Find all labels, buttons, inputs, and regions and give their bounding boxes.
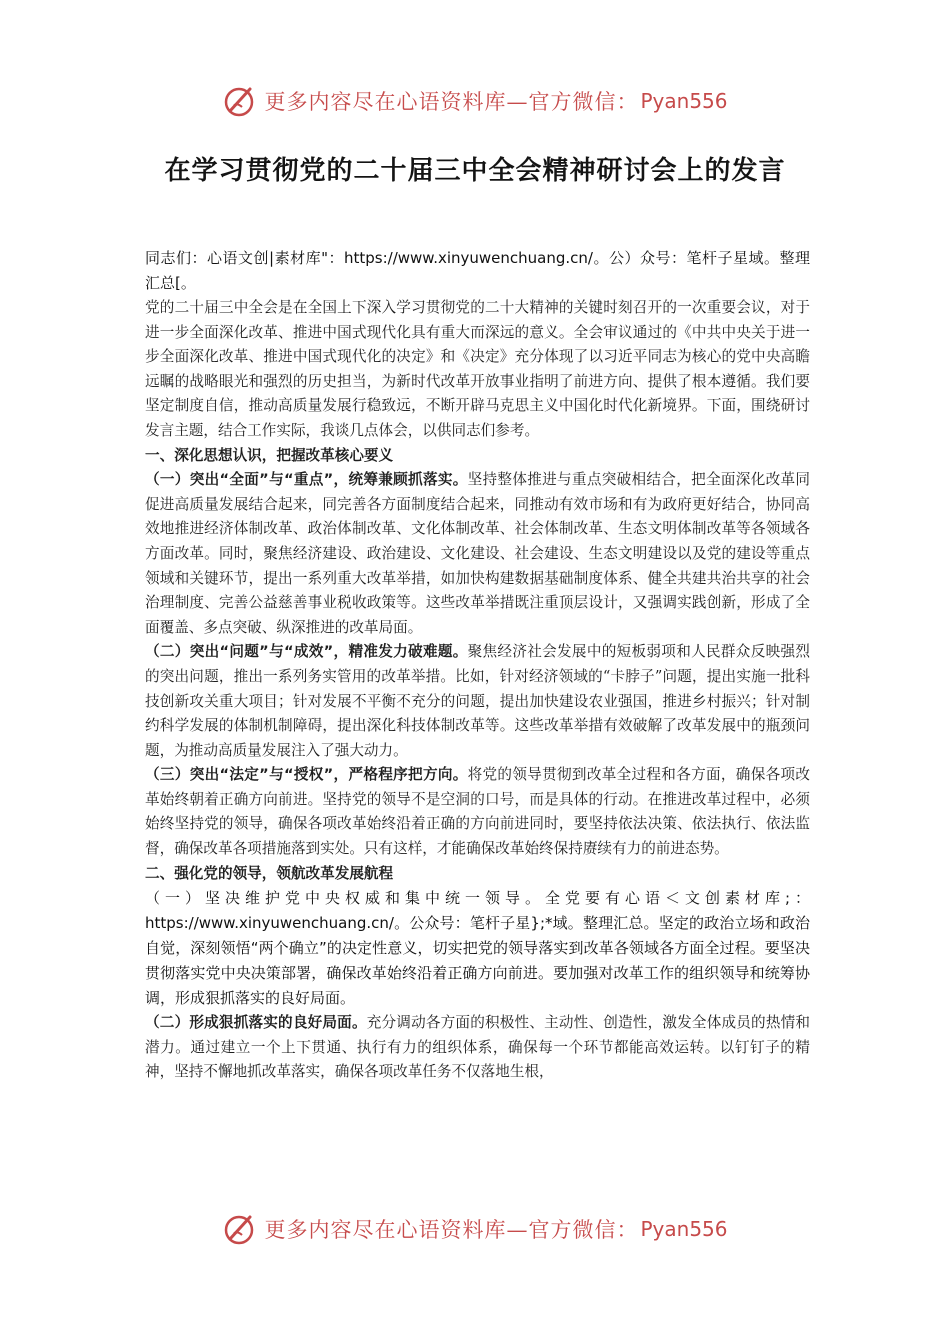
paragraph-1-3-lead: （三）突出“法定”与“授权”，严格程序把方向。 — [145, 766, 468, 784]
paragraph-1-1-text: 坚持整体推进与重点突破相结合，把全面深化改革同促进高质量发展结合起来，同完善各方面制度结合起来，同推动有效市场和有为政府更好结合，协同高效地推进经济体制改革、政治体制改革、文化体制改革、社会体制改革、生态文明体制改革等各领域各方面改革。同时，聚焦经济建设、政治建设、文化建设、社会建设、生态文明建设以及党的建设等重点领域和关键环节，提出一系列重大改革举措，如加快构建数据基础制度体系、健全共建共治共享的社会治理制度、完善公益慈善事业税收政策等。这些改革举措既注重顶层设计，又强调实践创新，形成了全面覆盖、多点突破、纵深推进的改革局面。 — [145, 471, 810, 636]
banner-text: 更多内容尽在心语资料库—官方微信： — [264, 90, 639, 114]
paragraph-1-2-text: 聚焦经济社会发展中的短板弱项和人民群众反映强烈的突出问题，推出一系列务实管用的改革举措。比如，针对经济领域的“卡脖子”问题，提出实施一批科技创新攻关重大项目；针对发展不平衡不充分的问题，提出加快建设农业强国，推进乡村振兴；针对制约科学发展的体制机制障碍，提出深化科技体制改革等。这些改革举措有效破解了改革发展中的瓶颈问题，为推动高质量发展注入了强大动力。 — [145, 643, 810, 759]
paragraph-1-1 — [145, 468, 810, 640]
header-watermark-banner — [0, 78, 950, 124]
opening-paragraph: 同志们：心语文创|素材库"：https://www.xinyuwenchuang.cn/。公）众号：笔杆子星域。整理汇总[。 — [145, 249, 810, 292]
banner-text: 更多内容尽在心语资料库—官方微信： — [264, 1218, 639, 1242]
banner-wechat-id: Pyan556 — [640, 89, 728, 113]
brush-logo-icon — [222, 1211, 258, 1247]
paragraph-1-3 — [145, 763, 810, 861]
paragraph-1-2-lead: （二）突出“问题”与“成效”，精准发力破难题。 — [145, 643, 468, 661]
paragraph-2-2 — [145, 1011, 810, 1085]
paragraph-2-2-lead: （二）形成狠抓落实的良好局面。 — [145, 1014, 367, 1032]
paragraph-2-1: （一）坚决维护党中央权威和集中统一领导。全党要有心语＜文创素材库;：https://www.xinyuwenchuang.cn/。公众号：笔杆子星};*域。整理汇总。坚定的政治立场和政治自觉，深刻领悟“两个确立”的决定性意义，切实把党的领导落实到改革各领域各方面全过程。要坚决贯彻落实党中央决策部署，确保改革始终沿着正确方向前进。要加强对改革工作的组织领导和统筹协调，形成狠抓落实的良好局面。 — [145, 889, 810, 1008]
document-body — [145, 246, 810, 1085]
brush-logo-icon — [222, 83, 258, 119]
paragraph-2-2-text: 充分调动各方面的积极性、主动性、创造性，激发全体成员的热情和潜力。通过建立一个上下贯通、执行有力的组织体系，确保每一个环节都能高效运转。以钉钉子的精神，坚持不懈地抓改革落实，确保各项改革任务不仅落地生根， — [145, 1014, 810, 1081]
document-title: 在学习贯彻党的二十届三中全会精神研讨会上的发言 — [164, 156, 786, 186]
intro-paragraph: 党的二十届三中全会是在全国上下深入学习贯彻党的二十大精神的关键时刻召开的一次重要会议，对于进一步全面深化改革、推进中国式现代化具有重大而深远的意义。全会审议通过的《中共中央关于进一步全面深化改革、推进中国式现代化的决定》和《决定》充分体现了以习近平同志为核心的党中央高瞻远瞩的战略眼光和强烈的历史担当，为新时代改革开放事业指明了前进方向、提供了根本遵循。我们要坚定制度自信，推动高质量发展行稳致远，不断开辟马克思主义中国化时代化新境界。下面，围绕研讨发言主题，结合工作实际，我谈几点体会，以供同志们参考。 — [145, 299, 810, 439]
paragraph-1-2 — [145, 640, 810, 763]
banner-wechat-id: Pyan556 — [640, 1217, 728, 1241]
paragraph-1-3-text: 将党的领导贯彻到改革全过程和各方面，确保各项改革始终朝着正确方向前进。坚持党的领导不是空洞的口号，而是具体的行动。在推进改革过程中，必须始终坚持党的领导，确保各项改革始终沿着正确的方向前进同时，要坚持依法决策、依法执行、依法监督，确保改革各项措施落到实处。只有这样，才能确保改革始终保持赓续有力的前进态势。 — [145, 766, 810, 858]
paragraph-1-1-lead: （一）突出“全面”与“重点”，统筹兼顾抓落实。 — [145, 471, 468, 489]
section-heading-2: 二、强化党的领导，领航改革发展航程 — [145, 864, 394, 882]
section-heading-1: 一、深化思想认识，把握改革核心要义 — [145, 446, 394, 464]
footer-watermark-banner — [0, 1206, 950, 1252]
